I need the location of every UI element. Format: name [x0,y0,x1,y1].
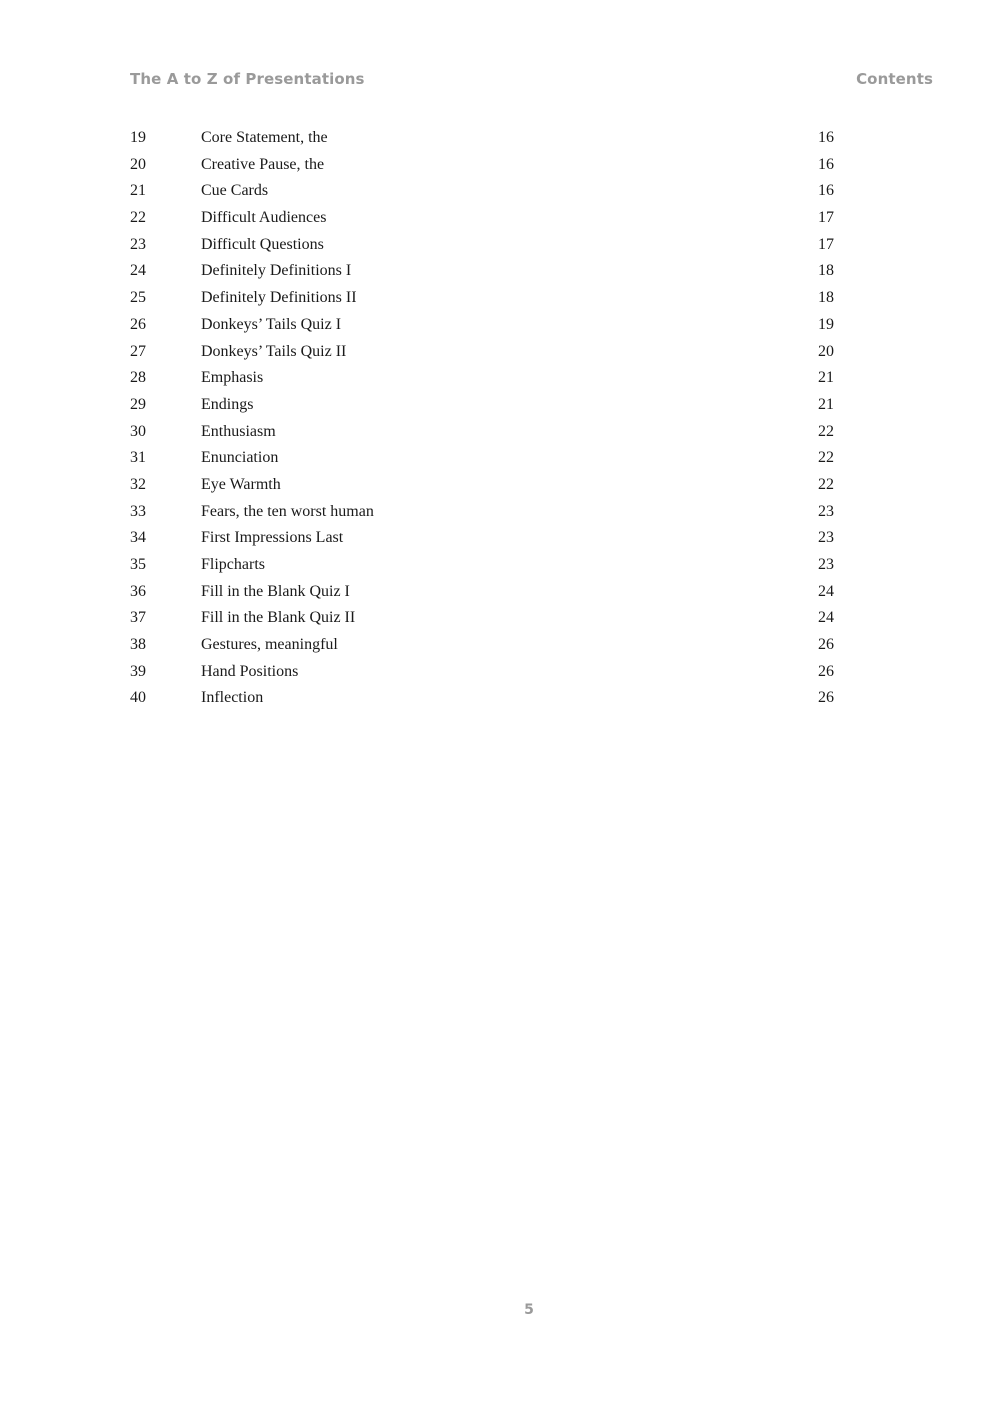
toc-entry [130,341,840,368]
toc-entry-number: 40 [130,689,146,707]
toc-entry-page: 18 [818,289,834,307]
toc-entry [130,394,840,421]
toc-entry-title: Hand Positions [201,662,299,680]
toc-entry-title: Eye Warmth [201,475,281,493]
toc-entry-number: 21 [130,182,146,200]
toc-entry-title: Definitely Definitions II [201,289,357,307]
toc-entry-page: 23 [818,529,834,547]
toc-entry-title: Flipcharts [201,556,265,573]
toc-entry-title: Donkeys’ Tails Quiz I [201,315,342,333]
toc-entry-number: 33 [130,502,146,520]
toc-entry-number: 39 [130,662,146,680]
toc-entry-page: 23 [818,502,834,520]
toc-entry [130,474,840,501]
toc-entry-number: 22 [130,209,146,227]
toc-entry-page: 26 [818,662,834,680]
toc-entry [130,687,840,714]
page-number: 5 [524,1302,534,1318]
toc-entry-page: 20 [818,342,834,360]
toc-entry-page: 16 [818,155,834,173]
toc-entry-title: Definitely Definitions I [201,262,352,280]
toc-entry-number: 29 [130,395,146,413]
toc-entry-title: Fill in the Blank Quiz II [201,609,356,627]
toc-entry-title: Donkeys’ Tails Quiz II [201,342,347,360]
toc-entry-title: Inflection [201,689,264,707]
toc-entry-page: 22 [818,422,834,440]
toc-entry-title: Endings [201,395,254,413]
toc-entry [130,314,840,341]
toc-entry-number: 24 [130,262,146,280]
toc-entry-page: 23 [818,556,834,573]
toc-entry-page: 24 [818,609,834,627]
toc-entry [130,581,840,608]
toc-entry-title: First Impressions Last [201,529,344,547]
toc-entry-number: 25 [130,289,146,307]
toc-entry-number: 23 [130,235,146,253]
toc-entry [130,287,840,314]
toc-entry-number: 19 [130,129,146,146]
toc-entry-page: 22 [818,449,834,467]
toc-entry-number: 36 [130,582,146,600]
toc-entry [130,661,840,688]
toc-entry-page: 21 [818,369,834,387]
toc-entry-page: 16 [818,182,834,200]
toc-entry-number: 30 [130,422,146,440]
toc-entry-title: Fears, the ten worst human [201,502,374,520]
toc-entry-title: Emphasis [201,369,264,387]
toc-entry [130,207,840,234]
table-of-contents [130,127,840,714]
toc-entry-number: 27 [130,342,146,360]
toc-entry-page: 17 [818,209,834,227]
toc-entry-number: 37 [130,609,146,627]
toc-entry-page: 26 [818,636,834,654]
toc-entry-title: Core Statement, the [201,129,328,146]
toc-entry-number: 26 [130,315,146,333]
toc-entry-page: 18 [818,262,834,280]
toc-entry [130,421,840,448]
toc-entry-number: 35 [130,556,146,573]
toc-entry [130,527,840,554]
toc-entry [130,447,840,474]
toc-entry [130,234,840,261]
toc-entry-number: 31 [130,449,146,467]
toc-entry-title: Cue Cards [201,182,269,200]
running-head-section: Contents [856,70,933,88]
toc-entry-page: 16 [818,129,834,146]
toc-entry-title: Gestures, meaningful [201,636,338,654]
toc-entry-page: 19 [818,315,834,333]
toc-entry-title: Enthusiasm [201,422,276,440]
toc-entry-page: 26 [818,689,834,707]
toc-entry [130,554,840,581]
toc-entry-page: 24 [818,582,834,600]
toc-entry [130,607,840,634]
toc-entry-title: Difficult Audiences [201,209,327,227]
toc-entry-page: 21 [818,395,834,413]
toc-entry-number: 34 [130,529,146,547]
toc-entry [130,154,840,181]
toc-entry [130,180,840,207]
toc-entry [130,127,840,154]
toc-entry-title: Fill in the Blank Quiz I [201,582,350,600]
toc-entry [130,501,840,528]
toc-entry-title: Enunciation [201,449,279,467]
running-head-book-title: The A to Z of Presentations [130,70,365,88]
toc-entry-number: 38 [130,636,146,654]
toc-entry-number: 32 [130,475,146,493]
toc-entry-title: Creative Pause, the [201,155,325,173]
toc-entry-number: 20 [130,155,146,173]
toc-entry-page: 22 [818,475,834,493]
toc-entry-number: 28 [130,369,146,387]
toc-entry [130,634,840,661]
toc-entry-page: 17 [818,235,834,253]
toc-entry-title: Difficult Questions [201,235,324,253]
toc-entry [130,260,840,287]
toc-entry [130,367,840,394]
